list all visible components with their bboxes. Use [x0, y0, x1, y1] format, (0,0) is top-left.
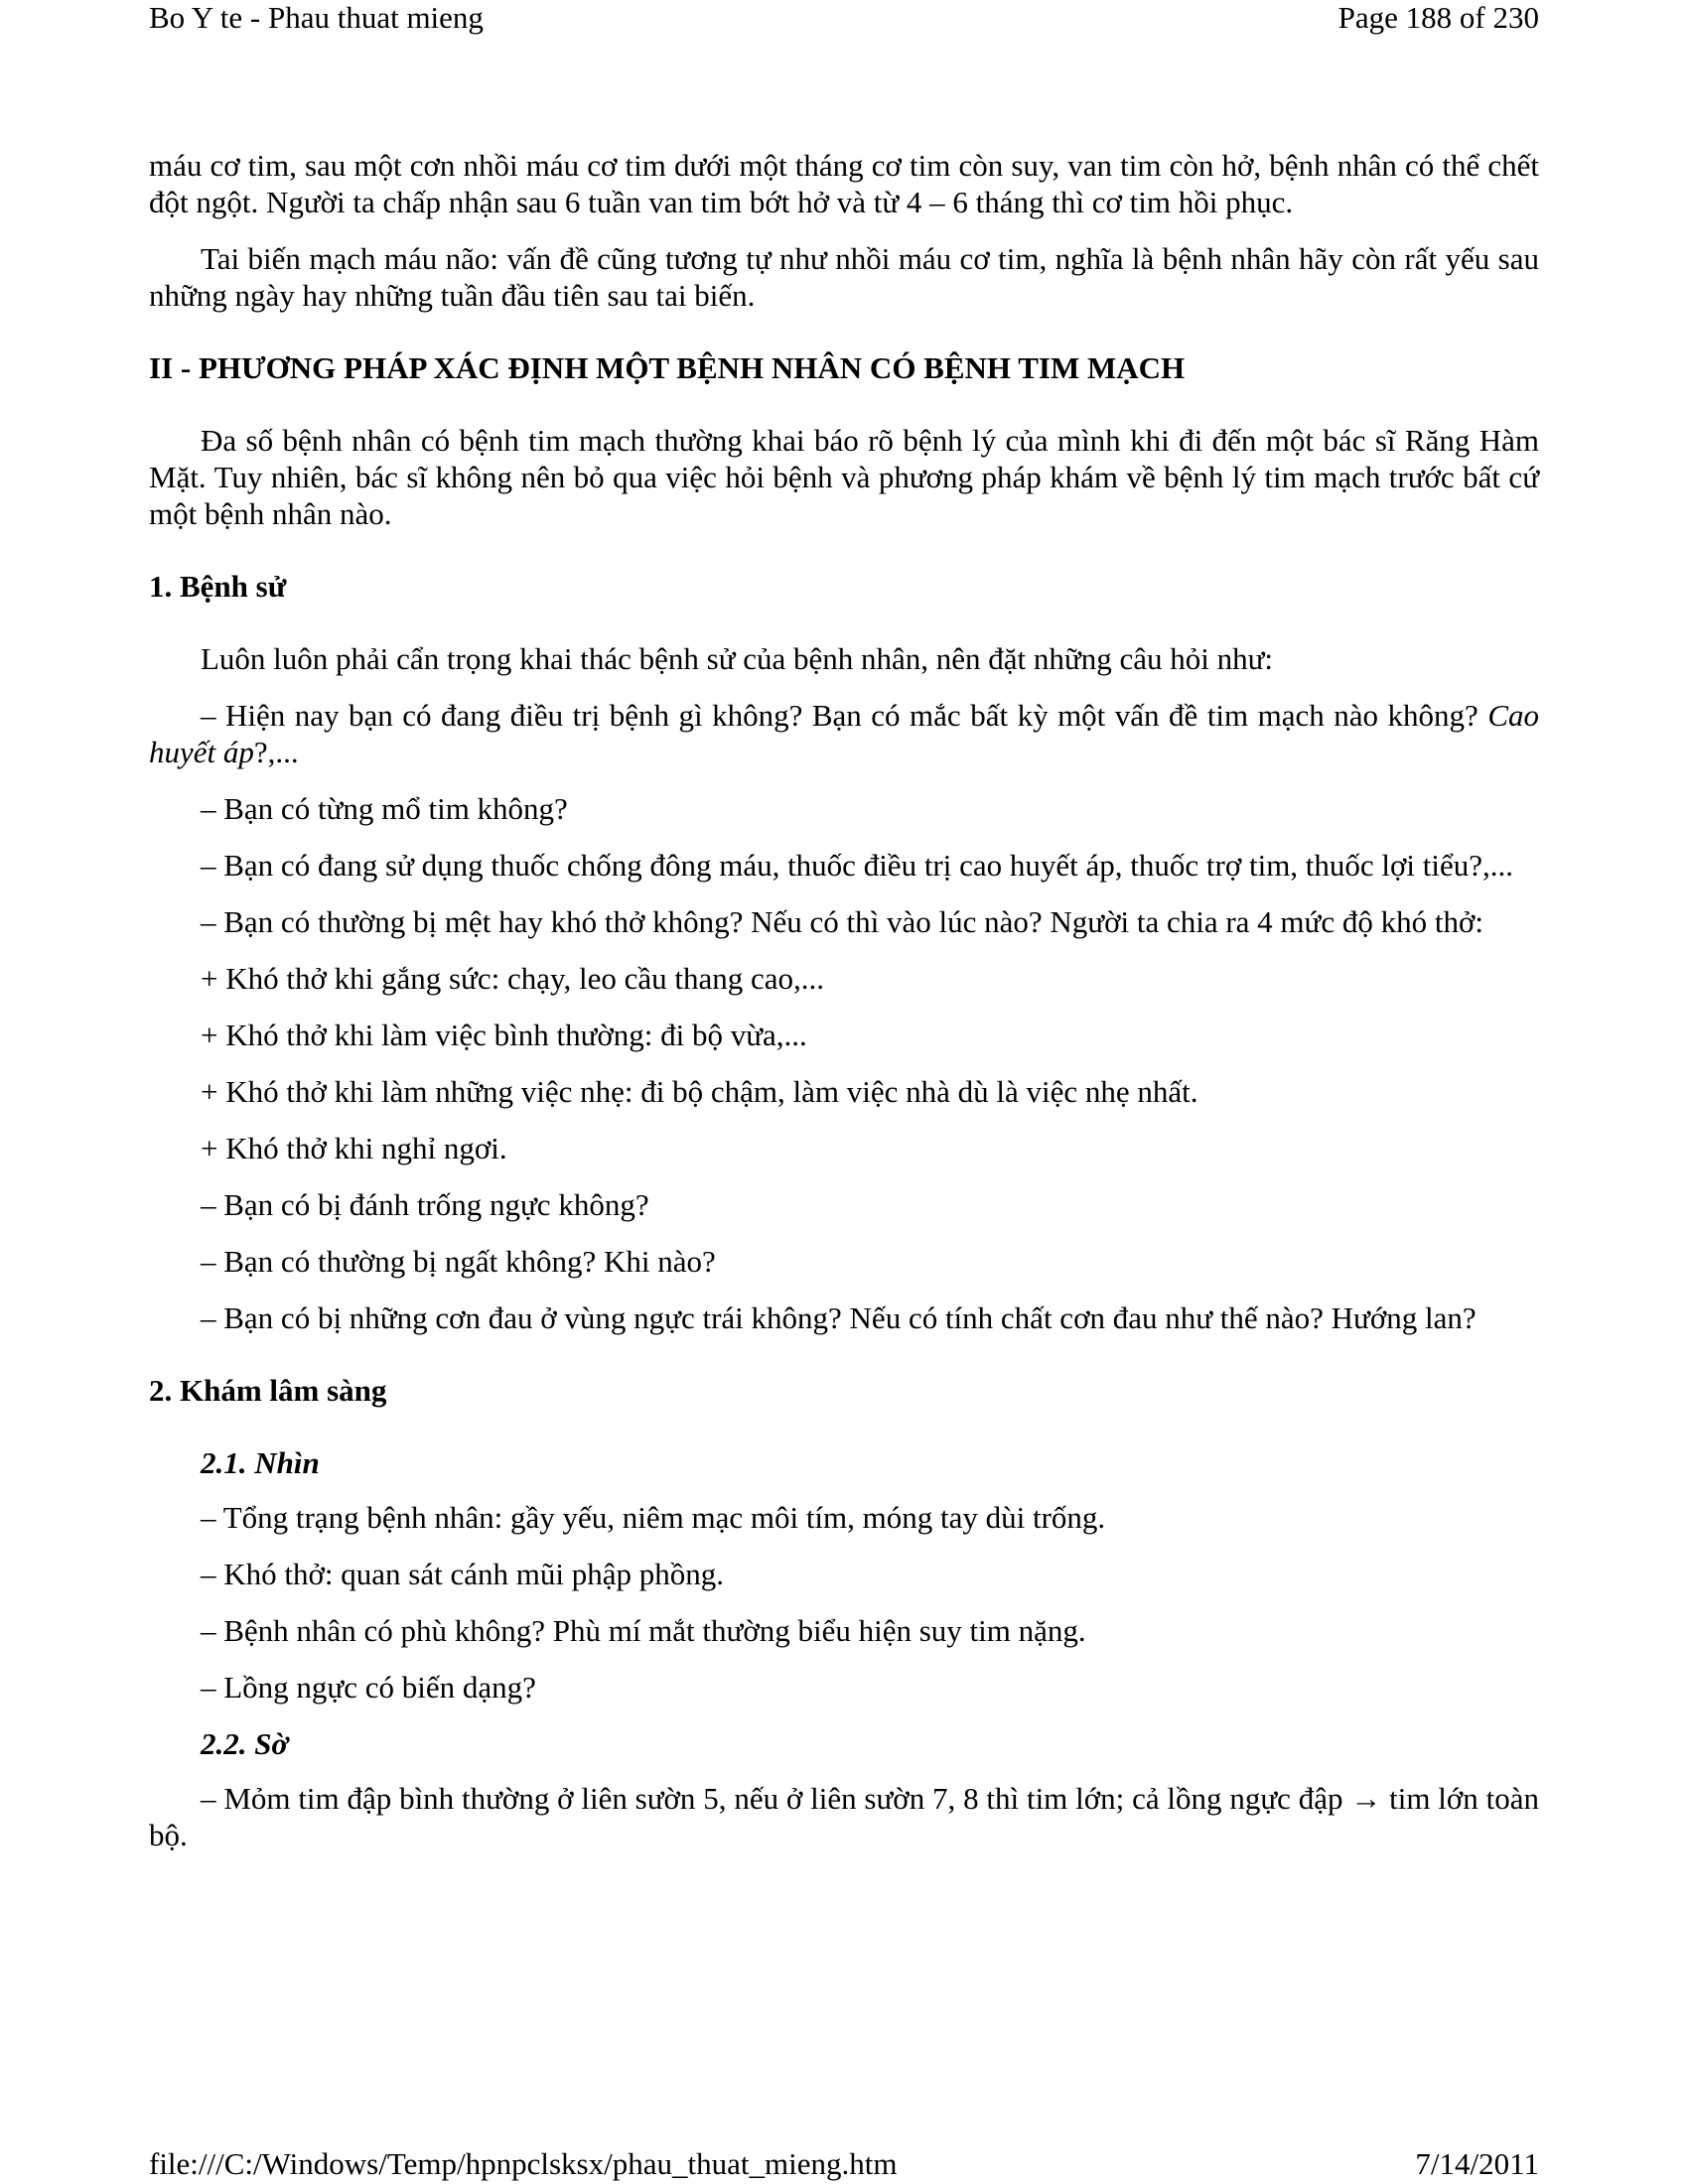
subsection-heading: 2. Khám lâm sàng [149, 1373, 387, 1408]
sub-subsection-heading: 2.2. Sờ [201, 1726, 289, 1761]
question-italic-text: Cao huyết áp [149, 698, 1539, 769]
question-item: – Bạn có bị những cơn đau ở vùng ngực trái không? Nếu có tính chất cơn đau như thế nào? Hướng lan? [201, 1300, 1477, 1335]
dyspnea-level: + Khó thở khi nghỉ ngơi. [201, 1131, 507, 1165]
paragraph: Đa số bệnh nhân có bệnh tim mạch thường khai báo rõ bệnh lý của mình khi đi đến một bác sĩ Răng Hàm Mặt. Tuy nhiên, bác sĩ không nên bỏ qua việc hỏi bệnh và phương pháp khám về bệnh lý tim mạch trước bất cứ một bệnh nhân nào. [149, 423, 1539, 531]
exam-item: – Tổng trạng bệnh nhân: gầy yếu, niêm mạc môi tím, móng tay dùi trống. [201, 1500, 1106, 1535]
header-title: Bo Y te - Phau thuat mieng [149, 0, 484, 35]
question-item: – Bạn có thường bị mệt hay khó thở không? Nếu có thì vào lúc nào? Người ta chia ra 4 mức độ khó thở: [201, 904, 1483, 939]
question-text: – Hiện nay bạn có đang điều trị bệnh gì không? Bạn có mắc bất kỳ một vấn đề tim mạch nào không? [201, 698, 1488, 733]
exam-item: – Bệnh nhân có phù không? Phù mí mắt thường biểu hiện suy tim nặng. [201, 1613, 1086, 1648]
page-footer [149, 2146, 1539, 2182]
document-body [149, 147, 1539, 1873]
dyspnea-level: + Khó thở khi gắng sức: chạy, leo cầu thang cao,... [201, 961, 825, 996]
exam-item: – Khó thở: quan sát cánh mũi phập phồng. [201, 1557, 724, 1591]
exam-item: – Lồng ngực có biến dạng? [201, 1670, 536, 1705]
header-page-number: Page 188 of 230 [1337, 0, 1539, 35]
footer-file-path: file:///C:/Windows/Temp/hpnpclsksx/phau_thuat_mieng.htm [149, 2146, 898, 2181]
paragraph: Luôn luôn phải cẩn trọng khai thác bệnh sử của bệnh nhân, nên đặt những câu hỏi như: [201, 641, 1274, 676]
paragraph: Tai biến mạch máu não: vấn đề cũng tương tự như nhồi máu cơ tim, nghĩa là bệnh nhân hãy còn rất yếu sau những ngày hay những tuần đầu tiên sau tai biến. [149, 241, 1539, 313]
subsection-heading: 1. Bệnh sử [149, 569, 287, 604]
dyspnea-level: + Khó thở khi làm những việc nhẹ: đi bộ chậm, làm việc nhà dù là việc nhẹ nhất. [201, 1074, 1198, 1109]
exam-item: – Mỏm tim đập bình thường ở liên sườn 5, nếu ở liên sườn 7, 8 thì tim lớn; cả lồng ngực đập → tim lớn toàn bộ. [149, 1781, 1539, 1852]
footer-date: 7/14/2011 [1415, 2146, 1539, 2181]
page-header [149, 0, 1539, 36]
sub-subsection-heading: 2.1. Nhìn [201, 1445, 320, 1480]
question-text-tail: ?,... [253, 735, 299, 769]
paragraph: máu cơ tim, sau một cơn nhồi máu cơ tim dưới một tháng cơ tim còn suy, van tim còn hở, bệnh nhân có thể chết đột ngột. Người ta chấp nhận sau 6 tuần van tim bớt hở và từ 4 – 6 tháng thì cơ tim hồi phục. [149, 148, 1539, 219]
question-item: – Bạn có thường bị ngất không? Khi nào? [201, 1244, 716, 1279]
section-heading: II - PHƯƠNG PHÁP XÁC ĐỊNH MỘT BỆNH NHÂN CÓ BỆNH TIM MẠCH [149, 350, 1186, 385]
question-item: – Bạn có đang sử dụng thuốc chống đông máu, thuốc điều trị cao huyết áp, thuốc trợ tim, thuốc lợi tiểu?,... [201, 848, 1514, 883]
question-item [149, 697, 1539, 770]
question-item: – Bạn có từng mổ tim không? [201, 791, 568, 826]
dyspnea-level: + Khó thở khi làm việc bình thường: đi bộ vừa,... [201, 1018, 807, 1052]
question-item: – Bạn có bị đánh trống ngực không? [201, 1187, 649, 1222]
